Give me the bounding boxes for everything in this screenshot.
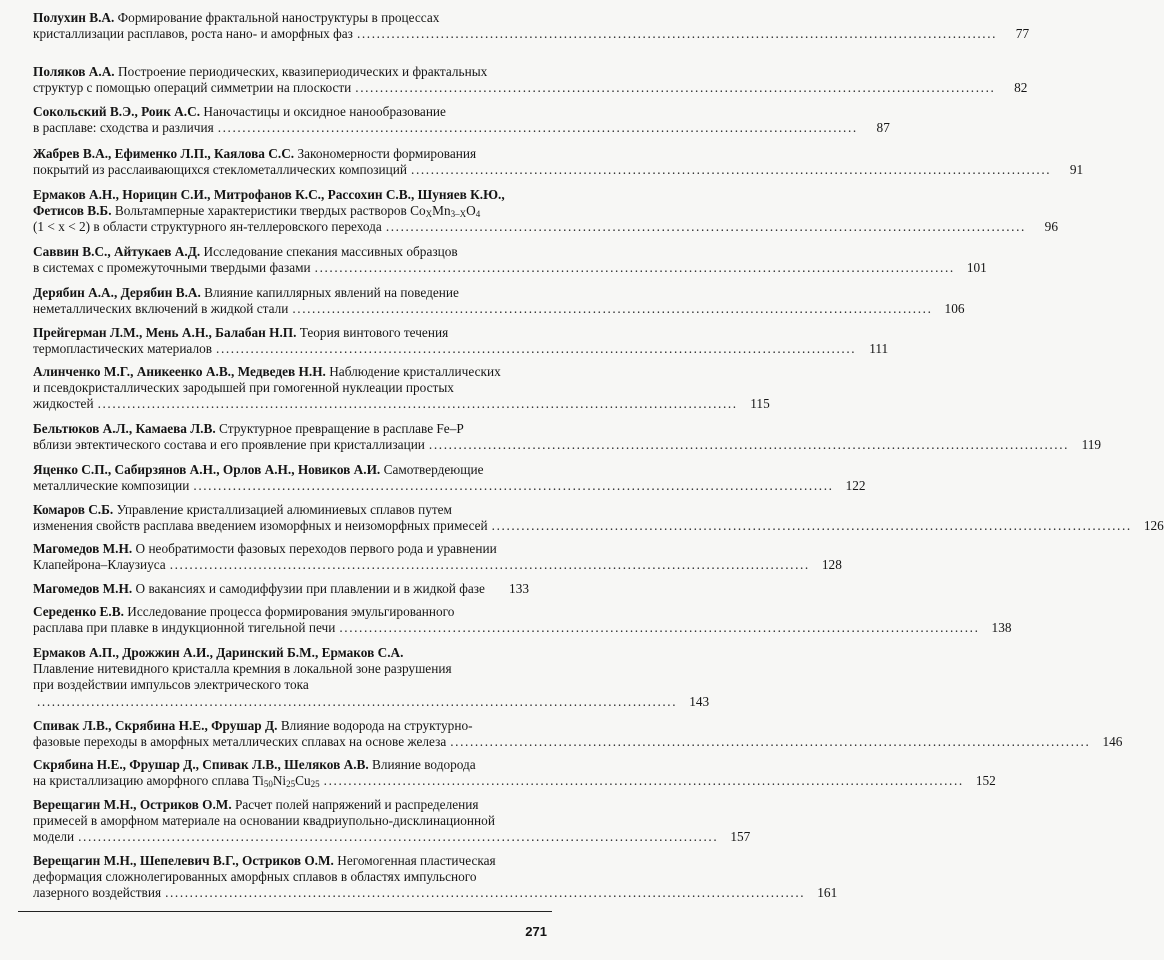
formula-subscript: 25 xyxy=(310,779,320,790)
entry-title: неметаллических включений в жидкой стали xyxy=(33,301,289,317)
dot-leader: .................................................................................................................................. xyxy=(355,80,996,96)
entry-authors: Ермаков А.Н., Норицин С.И., Митрофанов К.С., Рассохин С.В., Шуняев К.Ю., xyxy=(33,187,505,202)
entry-title: Закономерности формирования xyxy=(297,146,477,161)
entry-page: 122 xyxy=(845,478,866,494)
entry-title: Исследование процесса формирования эмульгированного xyxy=(127,604,455,619)
entry-page: 115 xyxy=(750,396,770,412)
entry-authors: Алинченко М.Г., Аникеенко А.В., Медведев Н.Н. xyxy=(33,364,326,379)
entry-page: 119 xyxy=(1081,437,1102,453)
entry-title: О необратимости фазовых переходов первого рода и уравнении xyxy=(135,541,497,556)
entry-title: Управление кристаллизацией алюминиевых сплавов путем xyxy=(116,502,452,517)
dot-leader: .................................................................................................................................. xyxy=(385,219,1026,235)
entry-title: структур с помощью операций симметрии на плоскости xyxy=(33,80,352,96)
entry-title: модели xyxy=(33,829,75,845)
entry-title: Влияние водорода на структурно- xyxy=(280,718,473,733)
toc-entry xyxy=(33,853,838,902)
toc-entry xyxy=(33,421,1102,453)
toc-entry xyxy=(33,325,889,357)
entry-authors: Магомедов М.Н. xyxy=(33,541,133,556)
entry-page: 138 xyxy=(991,620,1012,636)
formula-subscript: 3–X xyxy=(450,209,467,220)
entry-title: лазерного воздействия xyxy=(33,885,162,901)
entry-title: на кристаллизацию аморфного сплава xyxy=(33,773,253,789)
toc-entry xyxy=(33,285,965,317)
entry-page: 152 xyxy=(975,773,996,789)
entry-page: 128 xyxy=(821,557,842,573)
dot-leader: .................................................................................................................................. xyxy=(193,478,834,494)
entry-title: изменения свойств расплава введением изоморфных и неизоморфных примесей xyxy=(33,518,488,534)
entry-title: деформация сложнолегированных аморфных сплавов в областях импульсного xyxy=(33,869,477,885)
footer-rule xyxy=(18,911,552,912)
entry-authors: Верещагин М.Н., Остриков О.М. xyxy=(33,797,232,812)
dot-leader: .................................................................................................................................. xyxy=(165,885,806,901)
toc-entry xyxy=(33,718,1123,750)
entry-authors: Спивак Л.В., Скрябина Н.Е., Фрушар Д. xyxy=(33,718,278,733)
dot-leader: .................................................................................................................................. xyxy=(37,693,678,709)
toc-entry xyxy=(33,502,1164,534)
toc-entry xyxy=(33,244,987,276)
toc-entry xyxy=(33,64,1028,96)
entry-title: в расплаве: сходства и различия xyxy=(33,120,214,136)
formula-subscript: 4 xyxy=(475,209,481,220)
entry-authors: Яценко С.П., Сабирзянов А.Н., Орлов А.Н., Новиков А.И. xyxy=(33,462,381,477)
entry-title: Самотвердеющие xyxy=(383,462,484,477)
entry-title: Клапейрона–Клаузиуса xyxy=(33,557,166,573)
dot-leader: .................................................................................................................................. xyxy=(217,120,858,136)
entry-page: 126 xyxy=(1143,518,1164,534)
entry-title: Вольтамперные характеристики твердых растворов xyxy=(114,203,411,219)
dot-leader: .................................................................................................................................. xyxy=(314,260,955,276)
entry-authors: Сокольский В.Э., Роик А.С. xyxy=(33,104,201,119)
entry-title: и псевдокристаллических зародышей при гомогенной нуклеации простых xyxy=(33,380,454,396)
entry-page: 146 xyxy=(1102,734,1123,750)
dot-leader: .................................................................................................................................. xyxy=(491,518,1132,534)
entry-title: жидкостей xyxy=(33,396,94,412)
dot-leader: .................................................................................................................................. xyxy=(169,557,810,573)
formula-subscript: 50 xyxy=(263,779,273,790)
entry-page: 143 xyxy=(689,693,710,709)
entry-authors: Фетисов В.Б. xyxy=(33,203,112,219)
toc-entry: Скрябина Н.Е., Фрушар Д., Спивак Л.В., Шеляков А.В. Влияние водорода на кристаллизацию аморфного сплава $Ti_{50}Ni_{25}Cu_{25}$ .................................................................................................................................. 152 xyxy=(33,757,996,790)
dot-leader: .................................................................................................................................. xyxy=(356,26,998,42)
formula-subscript: 25 xyxy=(286,779,296,790)
toc-entry xyxy=(33,364,770,413)
entry-authors: Саввин В.С., Айтукаев А.Д. xyxy=(33,244,201,259)
entry-page: 133 xyxy=(509,581,529,596)
entry-title: термопластических материалов xyxy=(33,341,213,357)
entry-title: Негомогенная пластическая xyxy=(337,853,496,868)
entry-page: 161 xyxy=(817,885,838,901)
toc-entry xyxy=(33,462,866,494)
entry-authors: Поляков А.А. xyxy=(33,64,115,79)
entry-authors: Полухин В.А. xyxy=(33,10,115,25)
toc-entry xyxy=(33,10,1030,42)
entry-title: покрытий из расслаивающихся стеклометаллических композиций xyxy=(33,162,408,178)
entry-authors: Скрябина Н.Е., Фрушар Д., Спивак Л.В., Шеляков А.В. xyxy=(33,757,369,772)
entry-title: при воздействии импульсов электрического тока xyxy=(33,677,309,693)
entry-title: Влияние водорода xyxy=(372,757,476,772)
entry-title: Структурное превращение в расплаве Fe–P xyxy=(219,421,464,436)
toc-entry xyxy=(33,581,529,597)
entry-title: Построение периодических, квазипериодических и фрактальных xyxy=(117,64,488,79)
entry-page: 111 xyxy=(869,341,889,357)
dot-leader: .................................................................................................................................. xyxy=(292,301,933,317)
toc-entry xyxy=(33,604,1012,636)
entry-title: расплава при плавке в индукционной тигельной печи xyxy=(33,620,336,636)
page-number: 271 xyxy=(525,924,547,939)
toc-entry xyxy=(33,146,1084,178)
entry-authors: Середенко Е.В. xyxy=(33,604,124,619)
dot-leader: .................................................................................................................................. xyxy=(411,162,1052,178)
entry-authors: Верещагин М.Н., Шепелевич В.Г., Остриков О.М. xyxy=(33,853,334,868)
entry-authors: Прейгерман Л.М., Мень А.Н., Балабан Н.П. xyxy=(33,325,297,340)
entry-authors: Комаров С.Б. xyxy=(33,502,114,517)
entry-authors: Дерябин А.А., Дерябин В.А. xyxy=(33,285,201,300)
toc-entry xyxy=(33,797,751,846)
entry-title: Наночастицы и оксидное нанообразование xyxy=(203,104,446,119)
dot-leader: .................................................................................................................................. xyxy=(323,773,964,789)
dot-leader: .................................................................................................................................. xyxy=(428,437,1070,453)
toc-entry xyxy=(33,645,710,710)
entry-authors: Жабрев В.А., Ефименко Л.П., Каялова С.С. xyxy=(33,146,295,161)
entry-title: примесей в аморфном материале на основании квадриупольно-дисклинационной xyxy=(33,813,495,829)
entry-title: кристаллизации расплавов, роста нано- и аморфных фаз xyxy=(33,26,353,42)
entry-authors: Магомедов М.Н. xyxy=(33,581,133,596)
entry-page: 77 xyxy=(1015,26,1030,42)
entry-title: вблизи эвтектического состава и его проявление при кристаллизации xyxy=(33,437,425,453)
entry-title: (1 < x < 2) в области структурного ян-теллеровского перехода xyxy=(33,219,382,235)
entry-authors: Бельтюков А.Л., Камаева Л.В. xyxy=(33,421,216,436)
entry-title: Наблюдение кристаллических xyxy=(329,364,501,379)
toc-entry: Ермаков А.Н., Норицин С.И., Митрофанов К.С., Рассохин С.В., Шуняев К.Ю., Фетисов В.Б. Вольтамперные характеристики твердых растворов $Co_XMn_{3-X}O_4$ (1 < x < 2) в области структурного ян-теллеровского перехода .................................................................................................................................. 96 xyxy=(33,187,1058,235)
dot-leader: .................................................................................................................................. xyxy=(78,829,719,845)
entry-title: Влияние капиллярных явлений на поведение xyxy=(204,285,459,300)
entry-title: фазовые переходы в аморфных металлических сплавах на основе железа xyxy=(33,734,447,750)
dot-leader: .................................................................................................................................. xyxy=(97,396,738,412)
dot-leader: .................................................................................................................................. xyxy=(216,341,857,357)
entry-page: 91 xyxy=(1069,162,1084,178)
toc-entry xyxy=(33,541,842,573)
entry-page: 106 xyxy=(944,301,965,317)
entry-title: О вакансиях и самодиффузии при плавлении и в жидкой фазе xyxy=(135,581,485,596)
entry-page: 101 xyxy=(966,260,987,276)
entry-title: металлические композиции xyxy=(33,478,190,494)
entry-title: Плавление нитевидного кристалла кремния в локальной зоне разрушения xyxy=(33,661,452,677)
dot-leader: .................................................................................................................................. xyxy=(450,734,1091,750)
entry-title: Теория винтового течения xyxy=(299,325,449,340)
entry-title: в системах с промежуточными твердыми фазами xyxy=(33,260,311,276)
formula-subscript: X xyxy=(425,209,433,220)
toc-entry xyxy=(33,104,890,136)
entry-title: Расчет полей напряжений и распределения xyxy=(235,797,479,812)
entry-page: 87 xyxy=(876,120,890,136)
dot-leader: .................................................................................................................................. xyxy=(339,620,980,636)
entry-page: 82 xyxy=(1014,80,1028,96)
entry-page: 157 xyxy=(730,829,751,845)
entry-page: 96 xyxy=(1044,219,1058,235)
entry-title: Исследование спекания массивных образцов xyxy=(203,244,458,259)
entry-title: Формирование фрактальной наноструктуры в процессах xyxy=(117,10,440,25)
entry-authors: Ермаков А.П., Дрожжин А.И., Даринский Б.М., Ермаков С.А. xyxy=(33,645,404,660)
